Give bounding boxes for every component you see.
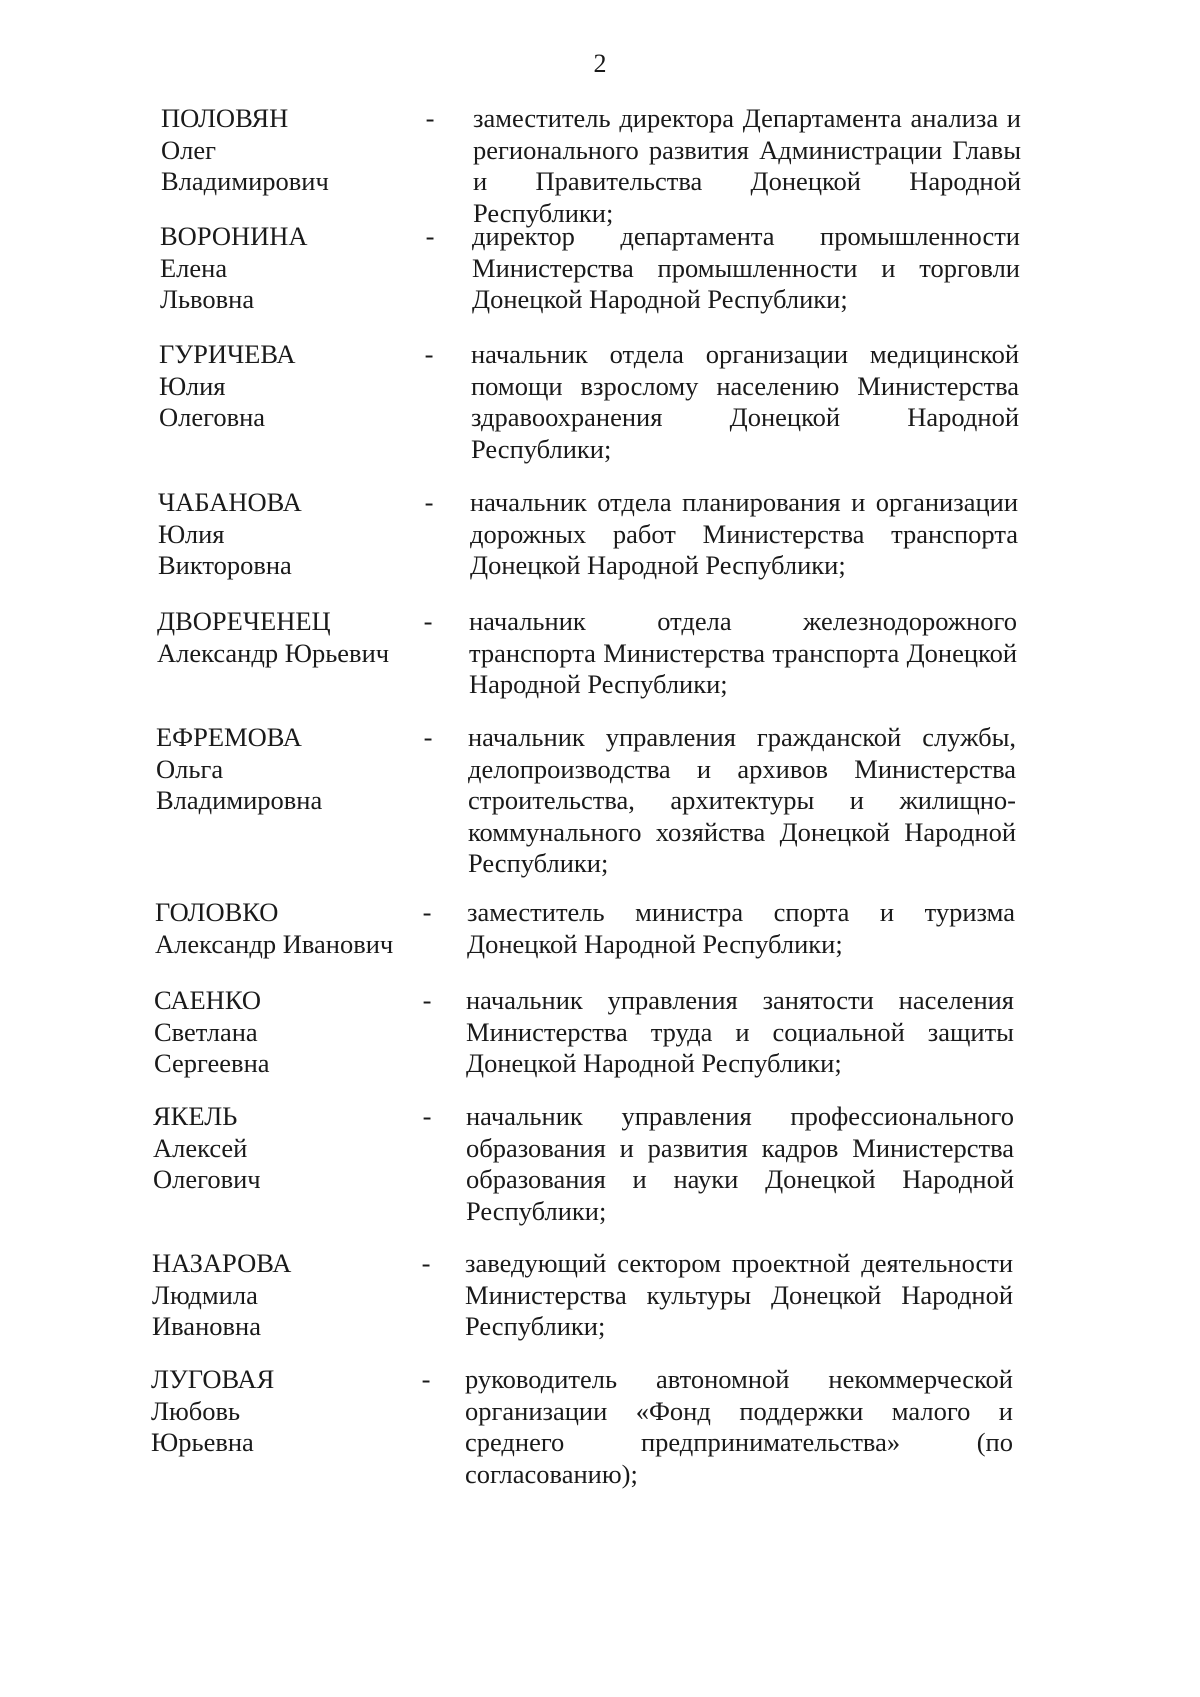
member-position: начальник управления гражданской службы, делопроизводства и архивов Министерства строительства, архитектуры и жилищно-коммунального хозяйства Донецкой Народной Республики; bbox=[468, 722, 1016, 878]
member-position: заместитель министра спорта и туризма Донецкой Народной Республики; bbox=[467, 897, 1015, 959]
member-surname: ГОЛОВКО bbox=[155, 897, 279, 927]
member-surname: ЕФРЕМОВА bbox=[156, 722, 302, 752]
member-surname: ГУРИЧЕВА bbox=[159, 339, 296, 369]
dash-separator: - bbox=[421, 1248, 431, 1278]
member-given-name: Олегович bbox=[153, 1164, 261, 1194]
dash-separator: - bbox=[424, 487, 434, 517]
member-given-name: Сергеевна bbox=[154, 1048, 270, 1078]
member-name bbox=[159, 339, 429, 434]
dash-separator: - bbox=[425, 221, 435, 251]
member-position: начальник отдела организации медицинской помощи взрослому населению Министерства здравоохранения Донецкой Народной Республики; bbox=[471, 339, 1019, 464]
member-given-name: Людмила bbox=[152, 1279, 258, 1310]
member-position: заместитель директора Департамента анализа и регионального развития Администрации Главы и Правительства Донецкой Народной Республики; bbox=[473, 103, 1021, 228]
member-given-name: Алексей bbox=[153, 1132, 248, 1163]
member-surname: ЛУГОВАЯ bbox=[151, 1364, 275, 1394]
member-given-name: Викторовна bbox=[158, 550, 292, 580]
member-given-name: Владимировна bbox=[156, 785, 323, 815]
member-surname: ВОРОНИНА bbox=[160, 221, 308, 251]
member-given-name: Александр Юрьевич bbox=[157, 637, 390, 668]
page-number: 2 bbox=[593, 49, 607, 78]
member-name bbox=[151, 1364, 421, 1459]
member-given-name: Юрьевна bbox=[151, 1427, 254, 1457]
member-surname: САЕНКО bbox=[154, 985, 261, 1015]
member-given-name: Любовь bbox=[151, 1395, 241, 1426]
member-name bbox=[153, 1101, 423, 1196]
member-given-name: Светлана bbox=[154, 1016, 258, 1047]
member-given-name: Ивановна bbox=[152, 1311, 261, 1341]
member-position: начальник отдела железнодорожного транспорта Министерства транспорта Донецкой Народной Республики; bbox=[469, 606, 1017, 699]
member-name bbox=[156, 722, 426, 817]
member-surname: ЯКЕЛЬ bbox=[153, 1101, 238, 1131]
dash-separator: - bbox=[424, 339, 434, 369]
member-position: начальник управления профессионального образования и развития кадров Министерства образования и науки Донецкой Народной Республики; bbox=[466, 1101, 1014, 1226]
dash-separator: - bbox=[425, 103, 435, 133]
member-given-name: Александр Иванович bbox=[155, 928, 394, 959]
member-given-name: Львовна bbox=[160, 284, 255, 314]
member-name bbox=[158, 487, 428, 582]
dash-separator: - bbox=[421, 1364, 431, 1394]
member-position: руководитель автономной некоммерческой организации «Фонд поддержки малого и среднего предпринимательства» (по согласованию); bbox=[465, 1364, 1013, 1489]
member-name bbox=[161, 103, 431, 198]
dash-separator: - bbox=[422, 1101, 432, 1131]
dash-separator: - bbox=[422, 985, 432, 1015]
member-surname: ЧАБАНОВА bbox=[158, 487, 302, 517]
member-position: начальник управления занятости населения Министерства труда и социальной защиты Донецкой Народной Республики; bbox=[466, 985, 1014, 1078]
member-position: заведующий сектором проектной деятельности Министерства культуры Донецкой Народной Республики; bbox=[465, 1248, 1013, 1341]
member-surname: НАЗАРОВА bbox=[152, 1248, 292, 1278]
member-given-name: Юлия bbox=[159, 370, 226, 401]
dash-separator: - bbox=[423, 606, 433, 636]
member-given-name: Олеговна bbox=[159, 402, 266, 432]
member-position: начальник отдела планирования и организации дорожных работ Министерства транспорта Донецкой Народной Республики; bbox=[470, 487, 1018, 580]
dash-separator: - bbox=[422, 897, 432, 927]
member-given-name: Ольга bbox=[156, 753, 224, 784]
member-name bbox=[155, 897, 425, 960]
member-given-name: Елена bbox=[160, 252, 228, 283]
member-name bbox=[160, 221, 430, 316]
member-surname: ПОЛОВЯН bbox=[161, 103, 289, 133]
member-given-name: Олег bbox=[161, 134, 216, 165]
member-name bbox=[154, 985, 424, 1080]
member-given-name: Юлия bbox=[158, 518, 225, 549]
member-name bbox=[157, 606, 427, 669]
member-name bbox=[152, 1248, 422, 1343]
member-given-name: Владимирович bbox=[161, 166, 329, 196]
member-position: директор департамента промышленности Министерства промышленности и торговли Донецкой Народной Республики; bbox=[472, 221, 1020, 314]
dash-separator: - bbox=[423, 722, 433, 752]
member-surname: ДВОРЕЧЕНЕЦ bbox=[157, 606, 331, 636]
